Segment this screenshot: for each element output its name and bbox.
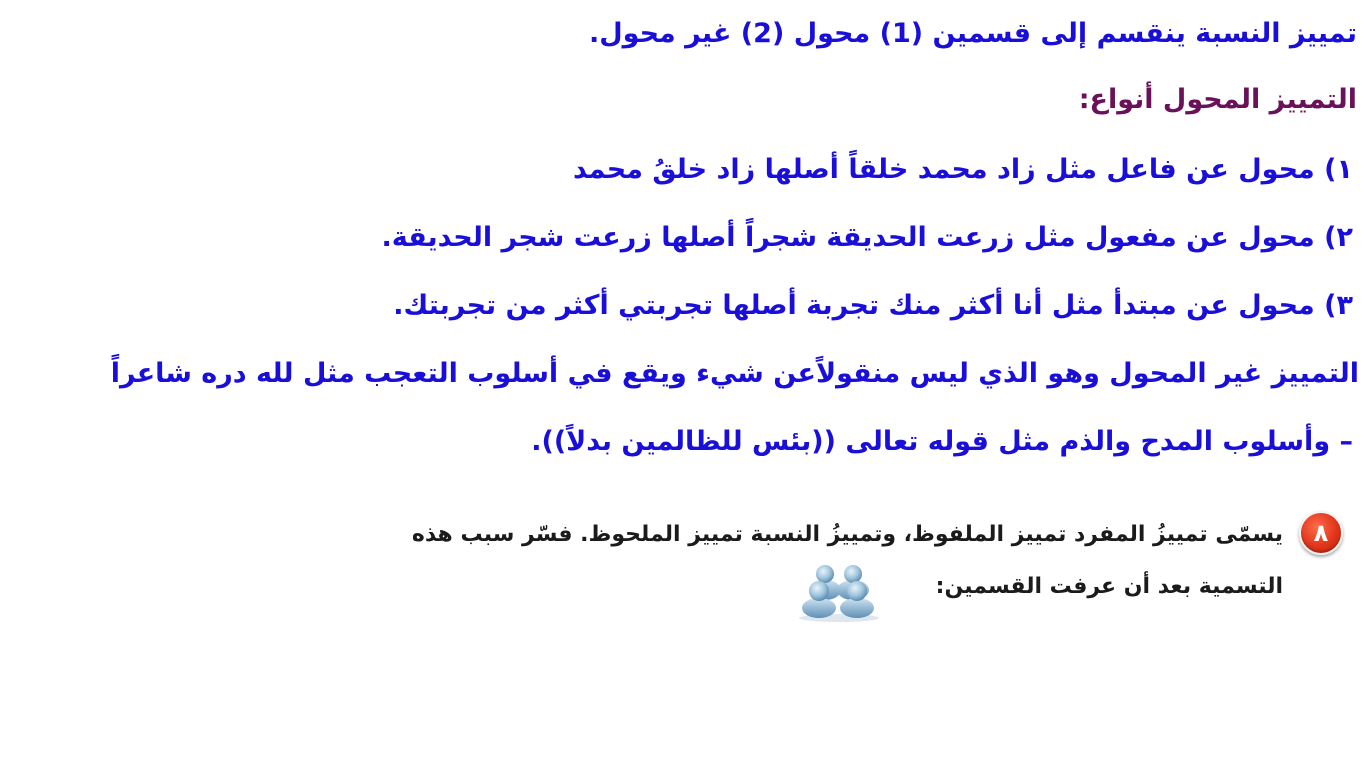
definition-continuation: – وأسلوب المدح والذم مثل قوله تعالى ((بئس للظالمين بدلاً)). [531, 426, 1353, 457]
list-item: ١) محول عن فاعل مثل زاد محمد خلقاً أصلها زاد خلقُ محمد [573, 154, 1353, 185]
question-number-badge: ٨ [1299, 511, 1343, 555]
question-text-line-1: يسمّى تمييزُ المفرد تمييز الملفوظ، وتمييزُ النسبة تمييز الملحوظ. فسّر سبب هذه [411, 522, 1283, 547]
list-item: ٢) محول عن مفعول مثل زرعت الحديقة شجراً أصلها زرعت شجر الحديقة. [381, 222, 1353, 253]
definition-sentence: التمييز غير المحول وهو الذي ليس منقولاًعن شيء ويقع في أسلوب التعجب مثل لله دره شاعراً [110, 358, 1359, 389]
people-group-icon [795, 560, 883, 622]
section-heading: التمييز المحول أنواع: [1078, 84, 1357, 115]
list-item: ٣) محول عن مبتدأ مثل أنا أكثر منك تجربة أصلها تجربتي أكثر من تجربتك. [393, 290, 1353, 321]
question-text-line-2: التسمية بعد أن عرفت القسمين: [935, 574, 1283, 599]
intro-sentence: تمييز النسبة ينقسم إلى قسمين (1) محول (2) غير محول. [588, 18, 1357, 49]
